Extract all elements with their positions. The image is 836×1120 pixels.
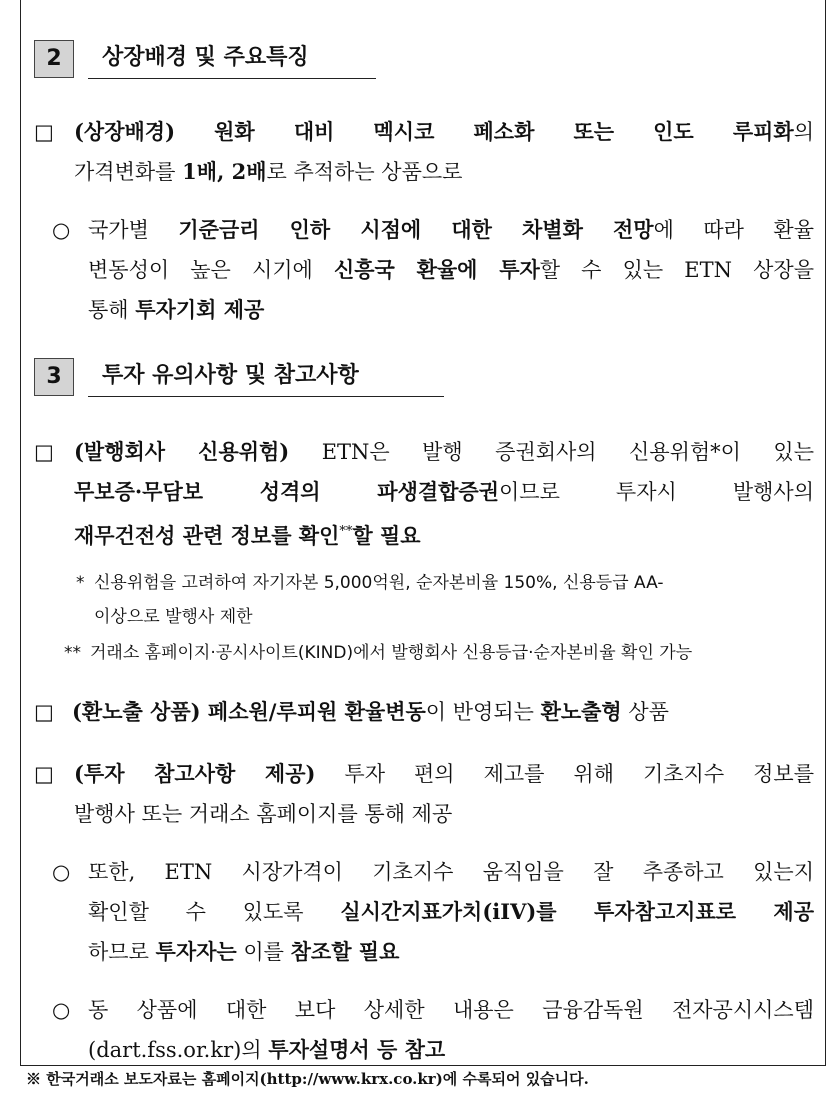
square-bullet: □ [34,120,54,144]
circle-bullet: ○ [52,998,71,1022]
square-bullet: □ [34,762,54,786]
text-line: (환노출 상품) 페소원/루피원 환율변동이 반영되는 환노출형 상품 [72,699,669,724]
text-line: 재무건전성 관련 정보를 확인**할 필요 [74,523,421,548]
footnote-credit-limit [94,566,814,634]
circle-bullet: ○ [52,218,71,242]
text-line: 통해 투자기회 제공 [88,297,265,322]
text-line: 하므로 투자자는 이를 참조할 필요 [88,939,400,964]
text-line: 확인할 수 있도록 실시간지표가치(iIV)를 투자참고지표로 제공 [88,899,814,924]
paragraph-iiv [88,852,814,972]
text-line: (상장배경) 원화 대비 멕시코 페소화 또는 인도 루피화의 [74,119,814,144]
text-line: 가격변화를 1배, 2배로 추적하는 상품으로 [74,159,463,184]
text-line: (dart.fss.or.kr)의 투자설명서 등 참고 [88,1037,446,1062]
square-bullet: □ [34,440,54,464]
text-line: 무보증·무담보 성격의 파생결합증권이므로 투자시 발행사의 [74,479,814,504]
section-number: 2 [34,40,74,78]
text-line: 동 상품에 대한 보다 상세한 내용은 금융감독원 전자공시시스템 [88,998,814,1022]
note-marker-2: ** [64,643,81,663]
text-line: 이상으로 발행사 제한 [94,607,253,627]
paragraph-reference-info [74,754,814,834]
text-line: 발행사 또는 거래소 홈페이지를 통해 제공 [74,802,453,826]
section-title: 상장배경 및 주요특징 [88,40,376,79]
paragraph-credit-risk [74,432,814,552]
text-line: (투자 참고사항 제공) 투자 편의 제고를 위해 기초지수 정보를 [74,761,814,786]
text-line: (발행회사 신용위험) ETN은 발행 증권회사의 신용위험*이 있는 [74,439,814,464]
footer-note [26,1068,589,1089]
section-number: 3 [34,358,74,396]
text-line: 또한, ETN 시장가격이 기초지수 움직임을 잘 추종하고 있는지 [88,860,814,884]
square-bullet: □ [34,700,54,724]
text-line: 신용위험을 고려하여 자기자본 5,000억원, 순자본비율 150%, 신용등급 AA- [94,573,664,593]
footnote-kind-site [90,636,692,670]
paragraph-fx-exposure [72,692,669,732]
paragraph-listing-background [74,112,814,192]
paragraph-investment-opportunity [88,210,814,330]
text-line: 변동성이 높은 시기에 신흥국 환율에 투자할 수 있는 ETN 상장을 [88,257,814,282]
note-marker-1: * [76,573,85,593]
text-line: 국가별 기준금리 인하 시점에 대한 차별화 전망에 따라 환율 [88,217,814,242]
circle-bullet: ○ [52,860,71,884]
paragraph-dart [88,990,814,1070]
text-line: 거래소 홈페이지·공시사이트(KIND)에서 발행회사 신용등급·순자본비율 확인 가능 [90,643,693,663]
section-title: 투자 유의사항 및 참고사항 [88,358,444,397]
reference-mark-icon: ※ [26,1070,42,1088]
footer-text: 한국거래소 보도자료는 홈페이지(http://www.krx.co.kr)에 수록되어 있습니다. [46,1070,589,1088]
